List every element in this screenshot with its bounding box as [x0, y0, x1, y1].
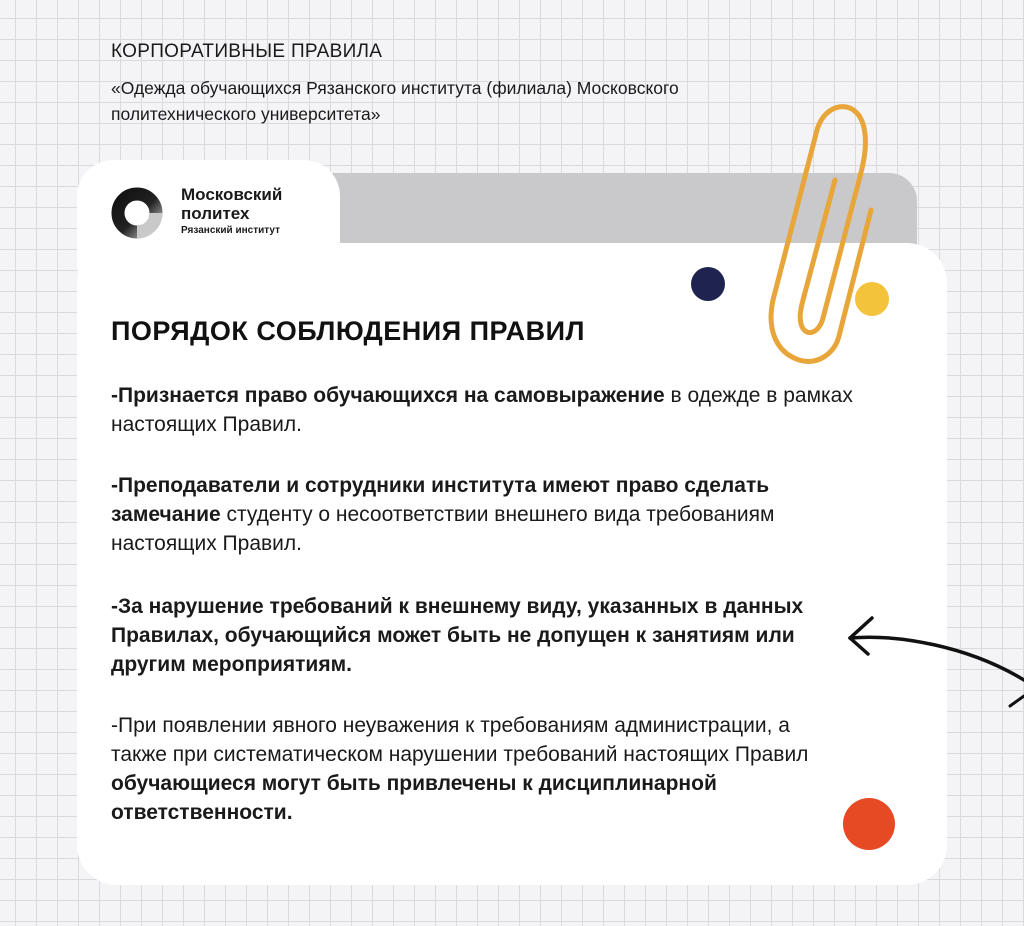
arrow-icon [838, 608, 1024, 708]
logo-mark-icon [111, 187, 163, 239]
rule-paragraph-1: -Признается право обучающихся на самовыражение в одежде в рамках настоящих Правил. [111, 384, 853, 436]
dot-navy [691, 267, 725, 301]
logo-line-2: политех [181, 204, 250, 223]
section-title: ПОРЯДОК СОБЛЮДЕНИЯ ПРАВИЛ [111, 316, 585, 346]
header-title: КОРПОРАТИВНЫЕ ПРАВИЛА [111, 41, 383, 62]
logo [111, 185, 331, 245]
rule-paragraph-3: -За нарушение требований к внешнему виду, указанных в данных Правилах, обучающийся может быть не допущен к занятиям или другим мероприятиям. [111, 595, 804, 676]
rule-paragraph-2: -Преподаватели и сотрудники института имеют право сделать замечание студенту о несоответствии внешнего вида требованиям настоящих Правил. [111, 474, 775, 555]
logo-line-3: Рязанский институт [181, 225, 280, 236]
paperclip-icon [745, 90, 885, 380]
header-subtitle: «Одежда обучающихся Рязанского института (филиала) Московского политехнического университета» [111, 78, 679, 124]
logo-line-1: Московский [181, 185, 283, 204]
rule-paragraph-4: -При появлении явного неуважения к требованиям администрации, а также при систематическом нарушении требований настоящих Правил обучающиеся могут быть привлечены к дисциплинарной ответственности. [111, 714, 809, 824]
dot-red [843, 798, 895, 850]
